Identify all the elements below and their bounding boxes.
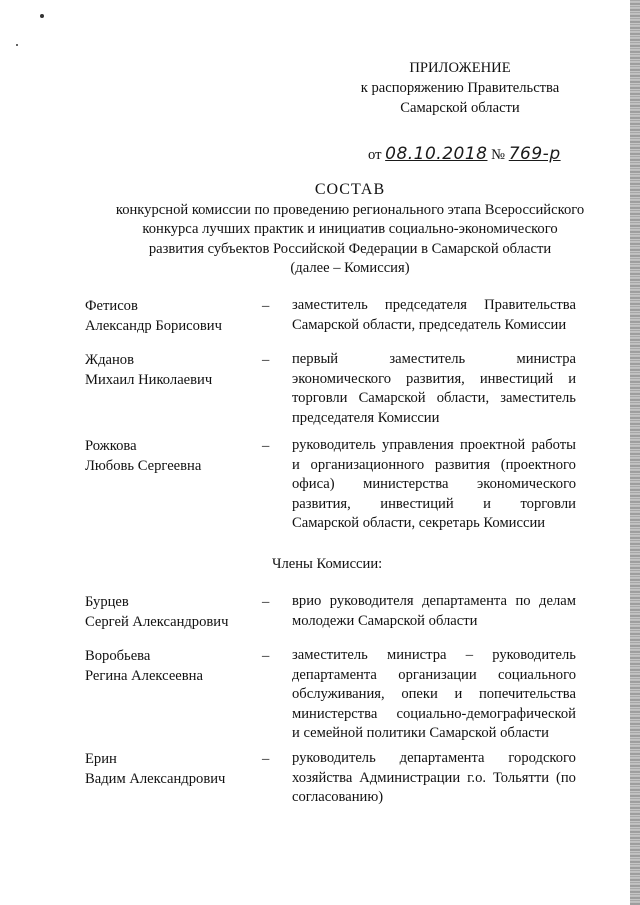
- role-text: заместитель: [500, 390, 576, 406]
- role-text: заместитель: [292, 297, 368, 313]
- role-text: Тольятти: [492, 769, 550, 786]
- title-line: развития субъектов Российской Федерации в Самарской области: [148, 240, 552, 257]
- role-text: хозяйства: [292, 769, 353, 786]
- role-text: председателя Комиссии: [292, 409, 440, 426]
- role-line: [292, 316, 576, 336]
- role-line: [292, 769, 576, 789]
- member-given-names: Регина Алексеевна: [85, 668, 203, 684]
- role-text: социального: [498, 666, 576, 683]
- member-surname: Бурцев: [85, 594, 129, 610]
- member-role: [292, 592, 576, 631]
- members-heading: Члены Комиссии:: [272, 556, 383, 572]
- role-line: [292, 749, 576, 769]
- role-text: Администрации: [359, 769, 461, 786]
- role-line: [292, 666, 576, 686]
- member-given-names: Михаил Николаевич: [85, 372, 213, 388]
- member-name: [85, 646, 203, 686]
- member-surname: Фетисов: [85, 298, 138, 314]
- role-text: министра: [516, 351, 576, 367]
- role-line: [292, 296, 576, 316]
- role-text: городского: [508, 750, 576, 766]
- member-surname: Жданов: [85, 352, 134, 368]
- role-text: министерства: [292, 705, 378, 722]
- member-name: [85, 592, 228, 632]
- role-text: (по: [556, 769, 576, 786]
- role-text: обслуживания,: [292, 686, 385, 702]
- document-title: [70, 180, 630, 279]
- dash-separator: –: [262, 438, 270, 454]
- role-text: и: [292, 456, 300, 473]
- role-text: Самарской области, председатель Комиссии: [292, 316, 567, 333]
- member-name: [85, 749, 225, 789]
- order-number-sign: №: [491, 147, 506, 163]
- order-prefix: от: [368, 147, 382, 163]
- role-text: департамента: [292, 666, 377, 683]
- role-line: [292, 389, 576, 409]
- role-line: [292, 788, 576, 808]
- dash-separator: –: [262, 594, 270, 610]
- role-line: [292, 495, 576, 515]
- role-text: управления: [382, 437, 454, 453]
- role-line: [292, 724, 576, 744]
- member-name: [85, 436, 201, 476]
- role-text: заместитель: [292, 647, 368, 663]
- role-text: развития,: [292, 495, 351, 512]
- role-line: [292, 685, 576, 705]
- role-text: и: [454, 686, 463, 702]
- title-line: конкурса лучших практик и инициатив социально-экономического: [142, 221, 558, 237]
- scan-speck: [16, 44, 18, 46]
- role-text: торговли: [292, 390, 348, 406]
- role-line: [292, 456, 576, 476]
- role-text: проектной: [459, 437, 526, 453]
- role-text: руководитель: [292, 750, 376, 766]
- role-text: организации: [398, 666, 477, 683]
- role-text: попечительства: [478, 686, 576, 702]
- dash-separator: –: [262, 298, 270, 314]
- role-text: министерства: [363, 476, 449, 492]
- role-text: –: [465, 647, 473, 663]
- role-line: [292, 436, 576, 456]
- role-text: заместитель: [389, 351, 466, 367]
- member-role: [292, 296, 576, 335]
- role-text: и: [483, 495, 491, 512]
- role-text: согласованию): [292, 789, 384, 805]
- member-surname: Воробьева: [85, 648, 151, 664]
- role-text: врио: [292, 593, 322, 609]
- dash-separator: –: [262, 352, 270, 368]
- role-line: [292, 612, 576, 632]
- member-surname: Ерин: [85, 751, 117, 767]
- role-text: развития,: [406, 370, 465, 387]
- role-line: [292, 475, 576, 495]
- order-date: 08.10.2018: [385, 144, 488, 164]
- member-role: [292, 436, 576, 534]
- member-name: [85, 350, 212, 390]
- order-number: 769-р: [508, 144, 561, 164]
- member-role: [292, 646, 576, 744]
- role-line: [292, 514, 576, 534]
- role-text: председателя: [384, 297, 468, 313]
- annex-subtitle: к распоряжению Правительства: [360, 80, 560, 96]
- member-given-names: Александр Борисович: [85, 318, 222, 334]
- role-text: организационного: [310, 456, 425, 473]
- annex-region: Самарской области: [400, 100, 520, 116]
- role-text: торговли: [520, 495, 576, 512]
- dash-separator: –: [262, 648, 270, 664]
- role-text: министра: [387, 647, 447, 663]
- annex-block: [330, 58, 590, 118]
- role-text: департамента: [399, 750, 485, 766]
- role-text: опеки: [401, 686, 438, 702]
- role-text: по: [515, 593, 531, 609]
- role-text: молодежи Самарской области: [292, 612, 478, 629]
- member-given-names: Любовь Сергеевна: [85, 458, 202, 474]
- role-text: Правительства: [484, 297, 576, 313]
- role-text: руководитель: [492, 647, 576, 663]
- role-text: экономического: [292, 370, 392, 387]
- role-text: департамента: [422, 593, 507, 609]
- role-text: Самарской: [358, 390, 426, 406]
- role-text: (проектного: [500, 456, 576, 473]
- scan-edge: [630, 0, 640, 905]
- member-given-names: Сергей Александрович: [85, 614, 229, 630]
- annex-title: ПРИЛОЖЕНИЕ: [409, 60, 511, 76]
- role-text: руководителя: [329, 593, 414, 609]
- member-name: [85, 296, 222, 336]
- role-line: [292, 592, 576, 612]
- role-text: руководитель: [292, 437, 376, 453]
- role-text: экономического: [476, 476, 576, 492]
- role-line: [292, 370, 576, 390]
- role-text: г.о.: [467, 769, 487, 786]
- role-text: делам: [539, 593, 576, 609]
- role-text: и: [568, 370, 576, 387]
- title-heading: СОСТАВ: [314, 181, 386, 198]
- member-surname: Рожкова: [85, 438, 137, 454]
- member-role: [292, 350, 576, 428]
- scan-speck: [40, 14, 44, 18]
- role-text: офиса): [292, 476, 335, 492]
- role-text: первый: [292, 351, 339, 367]
- role-text: области,: [436, 390, 490, 406]
- role-line: [292, 705, 576, 725]
- role-text: социально-демографической: [396, 705, 576, 722]
- role-line: [292, 409, 576, 429]
- role-text: и семейной политики Самарской области: [292, 725, 549, 741]
- role-text: развития: [434, 456, 491, 473]
- member-role: [292, 749, 576, 808]
- role-text: инвестиций: [380, 495, 454, 512]
- role-line: [292, 646, 576, 666]
- role-text: инвестиций: [479, 370, 554, 387]
- role-text: работы: [531, 437, 576, 453]
- title-line: конкурсной комиссии по проведению регионального этапа Всероссийского: [115, 201, 585, 218]
- role-line: [292, 350, 576, 370]
- role-text: Самарской области, секретарь Комиссии: [292, 515, 546, 531]
- title-line: (далее – Комиссия): [290, 260, 410, 276]
- order-dateline: [368, 142, 561, 167]
- member-given-names: Вадим Александрович: [85, 771, 226, 787]
- dash-separator: –: [262, 751, 270, 767]
